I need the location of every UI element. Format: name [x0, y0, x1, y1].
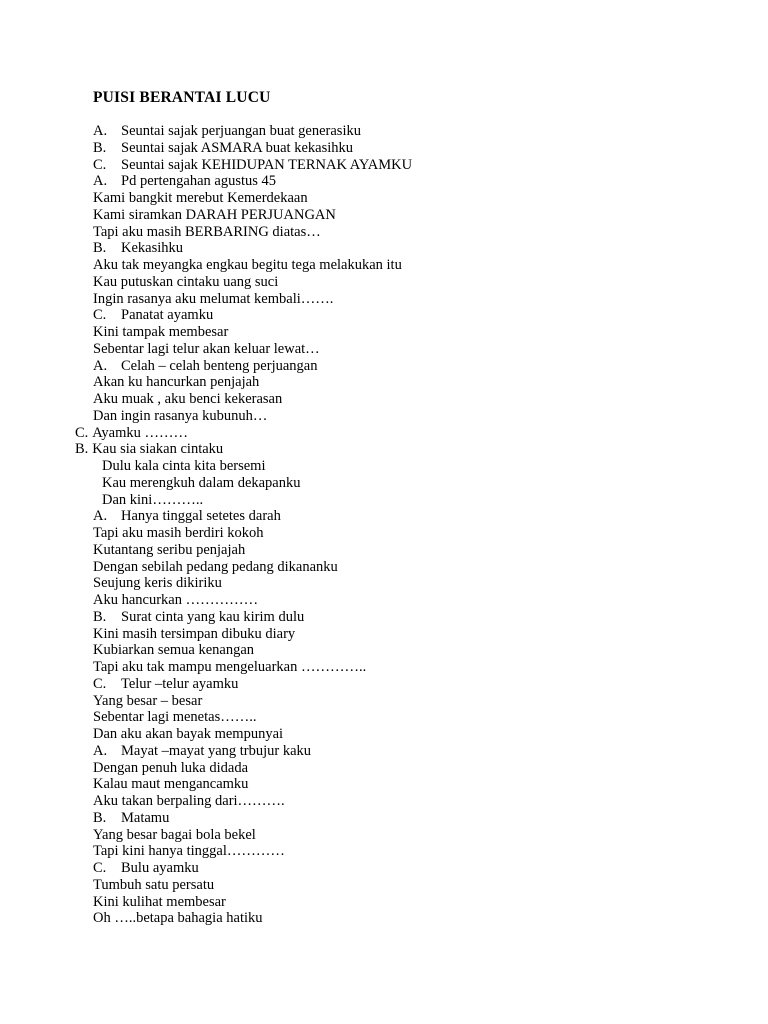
line-text: Yang besar bagai bola bekel [93, 826, 256, 843]
poem-line [93, 173, 276, 190]
list-marker: C. [93, 307, 107, 324]
line-text: Seuntai sajak perjuangan buat generasiku [121, 123, 361, 139]
line-text: Dan kini……….. [102, 491, 204, 508]
poem-line [75, 441, 223, 458]
line-text: Panatat ayamku [121, 307, 214, 324]
line-text: Aku hancurkan …………… [93, 592, 259, 608]
poem-line [102, 492, 203, 509]
poem-line [93, 877, 214, 894]
line-text: Kau putuskan cintaku uang suci [93, 273, 279, 290]
poem-title: PUISI BERANTAI LUCU [93, 89, 271, 106]
line-text: Kini kulihat membesar [93, 893, 226, 910]
line-text: Oh …..betapa bahagia hatiku [93, 910, 263, 927]
poem-line [102, 458, 265, 475]
poem-line [93, 307, 213, 324]
poem-line [93, 894, 226, 911]
poem-line [93, 257, 402, 274]
poem-line [93, 793, 285, 810]
line-text: Bulu ayamku [121, 860, 199, 876]
line-text: Tumbuh satu persatu [93, 876, 215, 893]
poem-line [93, 743, 311, 760]
poem-line [93, 408, 267, 425]
line-text: Akan ku hancurkan penjajah [93, 374, 260, 391]
poem-line [93, 291, 333, 308]
list-marker: C. [93, 156, 107, 173]
poem-line [93, 559, 338, 576]
poem-line [93, 542, 245, 559]
line-text: Pd pertengahan agustus 45 [121, 173, 277, 190]
line-text: Tapi kini hanya tinggal………… [93, 843, 285, 860]
poem-line [93, 776, 248, 793]
line-text: Kau sia siakan cintaku [92, 441, 224, 458]
line-text: Dengan penuh luka didada [93, 759, 249, 776]
line-text: Telur –telur ayamku [121, 675, 239, 692]
line-text: Ayamku ……… [92, 424, 189, 441]
poem-line [93, 575, 222, 592]
list-marker: B. [93, 809, 107, 826]
poem-line [93, 525, 264, 542]
line-text: Ingin rasanya aku melumat kembali……. [93, 290, 334, 307]
list-marker: C. [75, 424, 89, 441]
line-text: Kutantang seribu penjajah [93, 541, 246, 558]
poem-line [75, 425, 188, 442]
poem-line [93, 626, 295, 643]
line-text: Seuntai sajak ASMARA buat kekasihku [121, 139, 353, 156]
list-marker: A. [93, 742, 108, 759]
poem-line [93, 374, 259, 391]
line-text: Dan aku akan bayak mempunyai [93, 726, 284, 742]
line-text: Tapi aku masih BERBARING diatas… [93, 223, 321, 240]
line-text: Kalau maut mengancamku [93, 776, 249, 793]
poem-line [102, 475, 301, 492]
poem-line [93, 358, 317, 375]
line-text: Aku muak , aku benci kekerasan [93, 391, 283, 407]
line-text: Matamu [121, 809, 170, 826]
list-marker: C. [93, 860, 107, 876]
poem-line [93, 123, 361, 140]
list-marker: A. [93, 173, 108, 190]
line-text: Dengan sebilah pedang pedang dikananku [93, 558, 338, 575]
line-text: Kau merengkuh dalam dekapanku [102, 474, 301, 491]
poem-line [93, 843, 285, 860]
poem-line [93, 274, 278, 291]
poem-line [93, 709, 256, 726]
poem-line [93, 157, 412, 174]
list-marker: B. [93, 240, 107, 257]
line-text: Tapi aku masih berdiri kokoh [93, 525, 264, 541]
line-text: Kubiarkan semua kenangan [93, 642, 255, 659]
poem-line [93, 693, 202, 710]
line-text: Aku takan berpaling dari………. [93, 793, 285, 809]
poem-line [93, 726, 283, 743]
line-text: Aku tak meyangka engkau begitu tega melakukan itu [93, 257, 402, 273]
line-text: Dulu kala cinta kita bersemi [102, 458, 266, 474]
list-marker: B. [93, 139, 107, 156]
line-text: Tapi aku tak mampu mengeluarkan ………….. [93, 659, 367, 675]
line-text: Kini masih tersimpan dibuku diary [93, 625, 296, 642]
poem-line [93, 240, 183, 257]
line-text: Hanya tinggal setetes darah [121, 508, 281, 525]
poem-line [93, 642, 254, 659]
list-marker: C. [93, 675, 107, 692]
list-marker: B. [75, 441, 89, 458]
poem-line [93, 676, 238, 693]
poem-line [93, 207, 336, 224]
list-marker: A. [93, 123, 108, 139]
line-text: Kami bangkit merebut Kemerdekaan [93, 190, 308, 206]
poem-line [93, 860, 199, 877]
poem-line [93, 609, 304, 626]
poem-line [93, 760, 248, 777]
list-marker: B. [93, 608, 107, 625]
list-marker: A. [93, 357, 108, 374]
poem-line [93, 810, 169, 827]
poem-line [93, 190, 308, 207]
line-text: Seuntai sajak KEHIDUPAN TERNAK AYAMKU [121, 156, 413, 173]
line-text: Yang besar – besar [93, 692, 203, 709]
line-text: Dan ingin rasanya kubunuh… [93, 407, 268, 424]
line-text: Mayat –mayat yang trbujur kaku [121, 742, 312, 759]
poem-line [93, 224, 321, 241]
poem-line [93, 140, 353, 157]
poem-line [93, 910, 263, 927]
line-text: Sebentar lagi telur akan keluar lewat… [93, 340, 320, 357]
poem-line [93, 391, 282, 408]
poem-line [93, 827, 256, 844]
poem-line [93, 508, 281, 525]
line-text: Kami siramkan DARAH PERJUANGAN [93, 206, 336, 223]
line-text: Surat cinta yang kau kirim dulu [121, 608, 305, 625]
line-text: Sebentar lagi menetas…….. [93, 709, 257, 726]
line-text: Seujung keris dikiriku [93, 575, 222, 592]
poem-line [93, 659, 366, 676]
poem-line [93, 324, 228, 341]
line-text: Kekasihku [121, 240, 184, 257]
list-marker: A. [93, 508, 108, 525]
poem-line [93, 592, 258, 609]
line-text: Kini tampak membesar [93, 324, 229, 340]
line-text: Celah – celah benteng perjuangan [121, 357, 318, 374]
poem-line [93, 341, 320, 358]
